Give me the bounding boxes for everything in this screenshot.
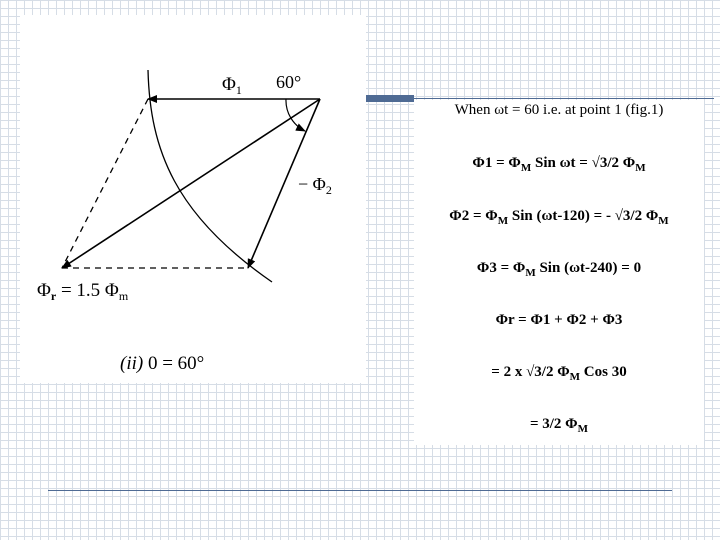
label-angle-top: 60° (276, 72, 302, 92)
equation-line-1: $\Phi 1 = \Phi_M$ Sin ωt = √3/2 $\Phi_M$ (472, 155, 646, 174)
label-phi1: $\Phi_1$ (222, 74, 242, 97)
equation-line-6: = 3/2 $\Phi_M$ (529, 416, 589, 435)
label-phir: $\Phi_r = 1.5$ $\Phi_m$ (37, 280, 129, 303)
resultant-arrow (62, 99, 320, 268)
footer-divider (48, 490, 672, 491)
label-phi2: − $\Phi_2$ (298, 174, 332, 197)
figure-caption: (ii) 0 = 60° (120, 353, 205, 374)
dashed-line-left (62, 99, 148, 268)
accent-bar (366, 95, 414, 102)
accent-line (414, 98, 714, 99)
equation-line-2: $\Phi 2 = \Phi_M$ Sin (ωt-120) = - √3/2 $\Phi_M$ (449, 208, 669, 227)
locus-arc (148, 70, 272, 282)
equation-intro: When ωt = 60 i.e. at point 1 (fig.1) (454, 102, 664, 118)
equation-line-4: Φr = Φ1 + Φ2 + Φ3 (495, 312, 623, 328)
equation-line-3: $\Phi 3 = \Phi_M$ Sin (ωt-240) = 0 (476, 260, 642, 279)
equation-line-5: = 2 x √3/2 $\Phi_M$ Cos 30 (491, 364, 627, 383)
